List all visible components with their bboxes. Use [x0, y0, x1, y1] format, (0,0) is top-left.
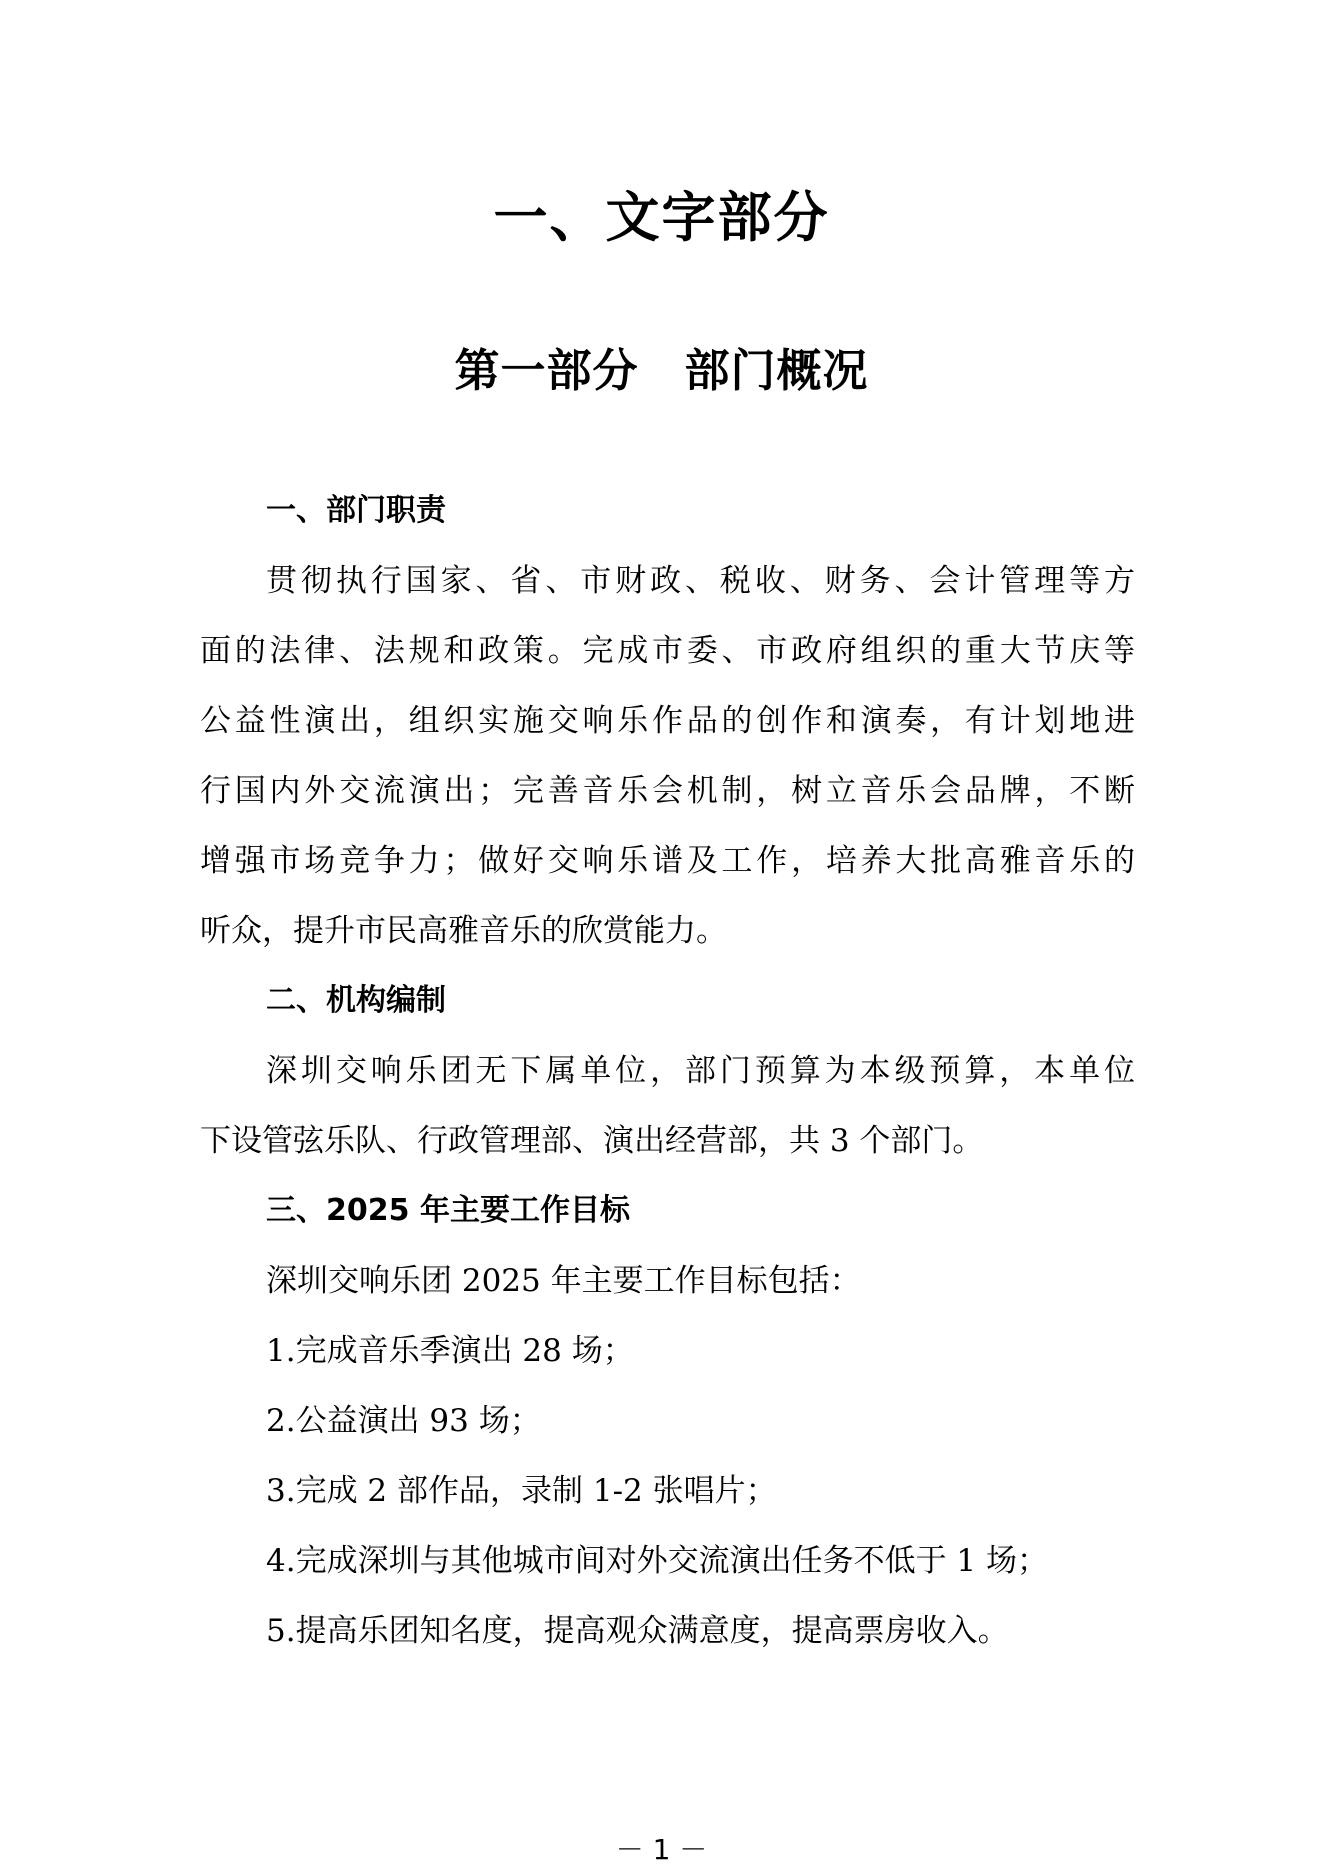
- goal-list-item: 1.完成音乐季演出 28 场；: [266, 1333, 634, 1369]
- document-title: 一、文字部分: [493, 186, 830, 249]
- paragraph-line: 下设管弦乐队、行政管理部、演出经营部，共 3 个部门。: [200, 1123, 984, 1159]
- paragraph-line: 行国内外交流演出；完善音乐会机制，树立音乐会品牌，不断: [200, 773, 1135, 809]
- paragraph-line: 深圳交响乐团 2025 年主要工作目标包括：: [266, 1263, 861, 1299]
- section-heading-duties: 一、部门职责: [266, 493, 446, 528]
- goal-list-item: 5.提高乐团知名度，提高观众满意度，提高票房收入。: [266, 1613, 1009, 1649]
- paragraph-line: 面的法律、法规和政策。完成市委、市政府组织的重大节庆等: [200, 633, 1135, 669]
- goal-list-item: 4.完成深圳与其他城市间对外交流演出任务不低于 1 场；: [266, 1543, 1049, 1579]
- paragraph-line: 公益性演出，组织实施交响乐作品的创作和演奏，有计划地进: [200, 703, 1135, 739]
- section-heading-organization: 二、机构编制: [266, 983, 446, 1018]
- document-subtitle: 第一部分 部门概况: [454, 344, 869, 397]
- document-body: [200, 476, 1135, 1666]
- section-heading-goals: 三、2025 年主要工作目标: [266, 1193, 630, 1228]
- goal-list-item: 3.完成 2 部作品，录制 1-2 张唱片；: [266, 1473, 777, 1509]
- paragraph-line: 深圳交响乐团无下属单位，部门预算为本级预算，本单位: [266, 1053, 1135, 1089]
- paragraph-line: 增强市场竞争力；做好交响乐谱及工作，培养大批高雅音乐的: [200, 843, 1135, 879]
- paragraph-line: 听众，提升市民高雅音乐的欣赏能力。: [200, 913, 727, 949]
- goal-list-item: 2.公益演出 93 场；: [266, 1403, 541, 1439]
- paragraph-line: 贯彻执行国家、省、市财政、税收、财务、会计管理等方: [266, 563, 1135, 599]
- page-number: － 1 －: [615, 1833, 708, 1866]
